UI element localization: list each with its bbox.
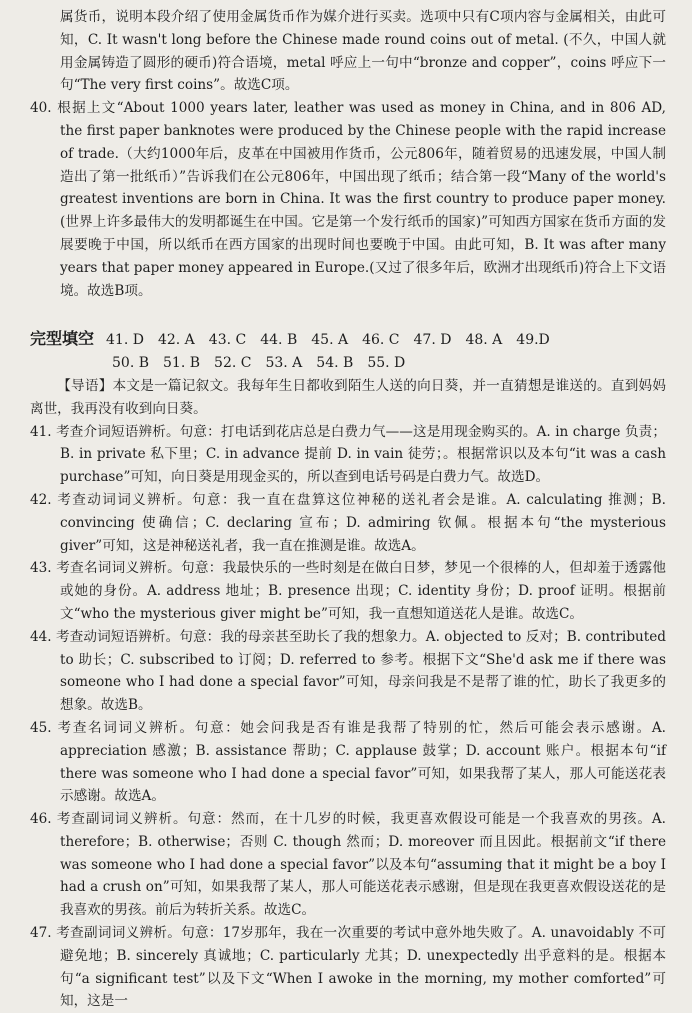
answer-44: 44. B <box>260 332 298 349</box>
question-40-explanation: 40. 根据上文“About 1000 years later, leather was used as money in China, and in 806 AD, the first paper banknotes were produced by the Chinese people with the rapid increase of trade.（大约1000年后，皮革在中国被用作货币，公元806年，随着贸易的迅速发展，中国人制造出了第一批纸币）”告诉我们在公元806年，中国出现了纸币；结合第一段“Many of the world's greatest inventions are born in China. It was the first country to produce paper money.(世界上许多最伟大的发明都诞生在中国。它是第一个发行纸币的国家)”可知西方国家在货币方面的发展要晚于中国，所以纸币在西方国家的出现时间也要晚于中国。由此可知，B. It was after many years that paper money appeared in Europe.(又过了很多年后，欧洲才出现纸币)符合上下文语境。故选B项。 <box>30 100 666 299</box>
answer-49: 49.D <box>516 332 550 349</box>
section-gap <box>30 302 666 328</box>
question-42-explanation: 42. 考查动词词义辨析。句意：我一直在盘算这位神秘的送礼者会是谁。A. calculating 推测；B. convincing 使确信；C. declaring 宣布；D. admiring 钦佩。根据本句“the mysterious giver”可知，这是神秘送礼者，我一直在推测是谁。故选A。 <box>30 491 666 554</box>
answer-48: 48. A <box>465 332 503 349</box>
answer-42: 42. A <box>157 332 195 349</box>
guide-intro: 【导语】本文是一篇记叙文。我每年生日都收到陌生人送的向日葵，并一直猜想是谁送的。直到妈妈离世，我再没有收到向日葵。 <box>30 377 666 417</box>
answer-45: 45. A <box>311 332 349 349</box>
prev-answer-continuation: 属货币，说明本段介绍了使用金属货币作为媒介进行买卖。选项中只有C项内容与金属相关，由此可知，C. It wasn't long before the Chinese made round coins out of metal. (不久，中国人就用金属铸造了圆形的硬币)符合语境，metal 呼应上一句中“bronze and copper”，coins 呼应下一句“The very first coins”。故选C项。 <box>60 9 666 94</box>
question-44-explanation: 44. 考查动词短语辨析。句意：我的母亲甚至助长了我的想象力。A. objected to 反对；B. contributed to 助长；C. subscribed to 订阅；D. referred to 参考。根据下文“She'd ask me if there was someone who I had done a special favor”可知，母亲问我是不是帮了谁的忙，助长了我更多的想象。故选B。 <box>30 628 666 714</box>
answer-52: 52. C <box>214 355 252 372</box>
question-43-explanation: 43. 考查名词词义辨析。句意：我最快乐的一些时刻是在做白日梦，梦见一个很棒的人，但却羞于透露他或她的身份。A. address 地址；B. presence 出现；C. identity 身份；D. proof 证明。根据前文“who the mysterious giver might be”可知，我一直想知道送花人是谁。故选C。 <box>30 560 666 622</box>
answer-50: 50. B <box>112 355 150 372</box>
question-41-explanation: 41. 考查介词短语辨析。句意：打电话到花店总是白费力气——这是用现金购买的。A. in charge 负责；B. in private 私下里；C. in advance 提前 D. in vain 徒劳；。根据常识以及本句“it was a cash purchase”可知，向日葵是用现金买的，所以查到电话号码是白费力气。故选D。 <box>30 423 666 486</box>
answer-51: 51. B <box>163 355 201 372</box>
answer-47: 47. D <box>413 332 452 349</box>
section-title: 完型填空 <box>30 329 95 349</box>
question-47-explanation: 47. 考查副词词义辨析。句意：17岁那年，我在一次重要的考试中意外地失败了。A. unavoidably 不可避免地；B. sincerely 真诚地；C. particularly 尤其；D. unexpectedly 出乎意料的是。根据本句“a significant test”以及下文“When I awoke in the morning, my mother comforted”可知，这是一 <box>30 925 666 1010</box>
answer-key-row-2 <box>30 352 666 375</box>
answer-46: 46. C <box>362 332 400 349</box>
answer-43: 43. C <box>208 332 247 349</box>
answer-key-row-1 <box>30 328 666 352</box>
answer-55: 55. D <box>367 355 406 372</box>
answer-54: 54. B <box>316 355 354 372</box>
answer-41: 41. D <box>106 332 144 349</box>
question-45-explanation: 45. 考查名词词义辨析。句意：她会问我是否有谁是我帮了特别的忙，然后可能会表示感谢。A. appreciation 感激；B. assistance 帮助；C. applause 鼓掌；D. account 账户。根据本句“if there was someone who I had done a special favor”可知，如果我帮了某人，那人可能送花表示感谢。故选A。 <box>30 719 666 805</box>
question-46-explanation: 46. 考查副词词义辨析。句意：然而，在十几岁的时候，我更喜欢假设可能是一个我喜欢的男孩。A. therefore；B. otherwise；否则 C. though 然而；D. moreover 而且因此。根据前文“if there was someone who I had done a special favor”以及本句“assuming that it might be a boy I had a crush on”可知，如果我帮了某人，那人可能送花表示感谢，但是现在我更喜欢假设送花的是我喜欢的男孩。前后为转折关系。故选C。 <box>30 811 666 919</box>
answer-53: 53. A <box>265 355 303 372</box>
